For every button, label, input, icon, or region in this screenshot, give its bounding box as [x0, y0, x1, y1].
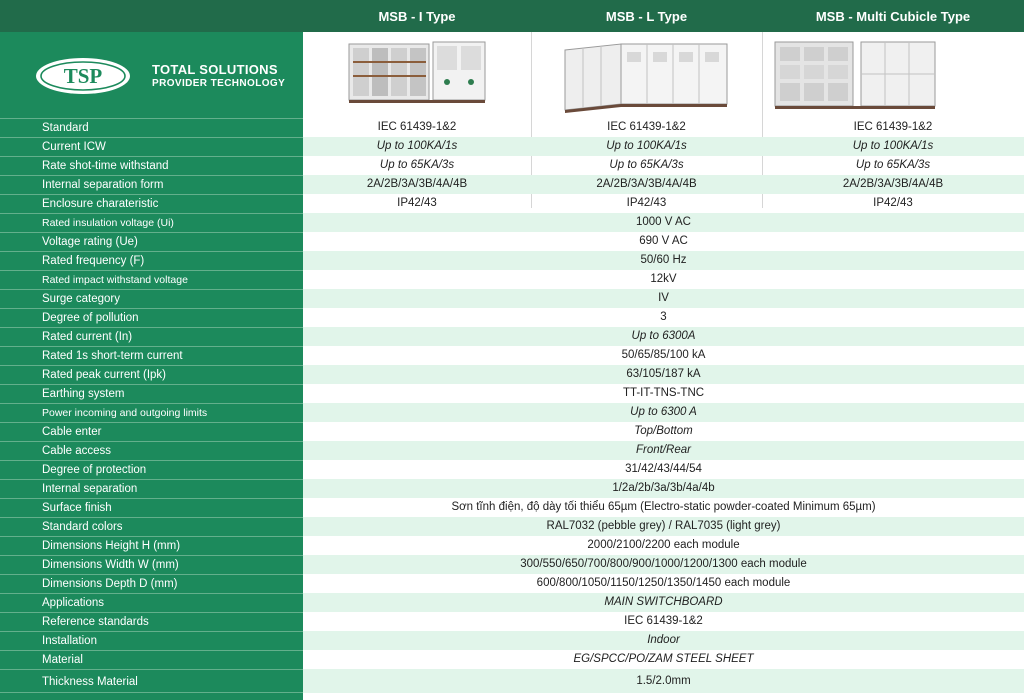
spec-value: 690 V AC	[639, 235, 688, 247]
spec-label: Rate shot-time withstand	[0, 156, 303, 175]
msb-i-type-image	[343, 32, 493, 118]
spec-label: Degree of protection	[0, 460, 303, 479]
table-row	[303, 384, 1024, 403]
spec-value: 2A/2B/3A/3B/4A/4B	[842, 178, 944, 190]
spec-value: 2A/2B/3A/3B/4A/4B	[366, 178, 468, 190]
spec-label: Rated insulation voltage (Ui)	[0, 213, 303, 232]
spec-value: Front/Rear	[636, 444, 691, 456]
spec-value: RAL7032 (pebble grey) / RAL7035 (light grey)	[546, 520, 781, 532]
spec-value: Sơn tĩnh điện, độ dày tối thiểu 65µm (Electro-static powder-coated Minimum 65µm)	[451, 501, 876, 513]
spec-label: Current ICW	[0, 137, 303, 156]
table-row	[303, 251, 1024, 270]
product-images	[303, 32, 1024, 118]
table-row	[303, 555, 1024, 574]
spec-label: Thickness Material	[0, 669, 303, 693]
spec-label: Enclosure charateristic	[0, 194, 303, 213]
table-row	[303, 612, 1024, 631]
spec-label: Rated current (In)	[0, 327, 303, 346]
spec-label: Material	[0, 650, 303, 669]
spec-value: Up to 100KA/1s	[376, 140, 458, 152]
spec-value: Up to 100KA/1s	[606, 140, 687, 152]
table-row	[303, 441, 1024, 460]
table-row	[303, 175, 1024, 194]
spec-value: Up to 65KA/3s	[609, 159, 684, 171]
spec-label: Internal separation form	[0, 175, 303, 194]
spec-label: Dimensions Depth D (mm)	[0, 574, 303, 593]
spec-value: IEC 61439-1&2	[377, 121, 457, 133]
spec-label: Earthing system	[0, 384, 303, 403]
spec-value: Up to 6300A	[631, 330, 696, 342]
spec-value: EG/SPCC/PO/ZAM STEEL SHEET	[573, 653, 754, 665]
spec-label: Dimensions Height H (mm)	[0, 536, 303, 555]
spec-value: MAIN SWITCHBOARD	[604, 596, 723, 608]
table-row	[303, 118, 1024, 137]
table-row	[303, 137, 1024, 156]
spec-label: Installation	[0, 631, 303, 650]
table-row	[303, 308, 1024, 327]
table-row	[303, 365, 1024, 384]
spec-value: 2A/2B/3A/3B/4A/4B	[596, 178, 697, 190]
table-row	[303, 403, 1024, 422]
spec-value: 63/105/187 kA	[626, 368, 701, 380]
table-row	[303, 536, 1024, 555]
spec-label: Cable enter	[0, 422, 303, 441]
table-row	[303, 479, 1024, 498]
spec-value: IV	[658, 292, 669, 304]
spec-label: Rated peak current (Ipk)	[0, 365, 303, 384]
spec-label: Internal separation	[0, 479, 303, 498]
spec-value: 600/800/1050/1150/1250/1350/1450 each module	[536, 577, 791, 589]
spec-label: Cable access	[0, 441, 303, 460]
table-row	[303, 460, 1024, 479]
table-row	[303, 631, 1024, 650]
brand-title: TOTAL SOLUTIONS	[152, 62, 278, 77]
spec-value: IP42/43	[873, 197, 913, 209]
spec-label: Surge category	[0, 289, 303, 308]
spec-value: Indoor	[647, 634, 680, 646]
spec-value: Up to 100KA/1s	[852, 140, 934, 152]
spec-value: 2000/2100/2200 each module	[587, 539, 740, 551]
spec-value: IP42/43	[626, 197, 667, 209]
spec-value: 50/65/85/100 kA	[621, 349, 706, 361]
svg-text:TSP: TSP	[63, 64, 103, 88]
table-row	[303, 593, 1024, 612]
spec-label: Standard colors	[0, 517, 303, 536]
table-row	[303, 422, 1024, 441]
spec-value: 31/42/43/44/54	[625, 463, 702, 475]
spec-label: Power incoming and outgoing limits	[0, 403, 303, 422]
spec-value: IEC 61439-1&2	[624, 615, 703, 627]
table-row	[303, 669, 1024, 693]
table-header	[0, 0, 1024, 32]
spec-value: Up to 65KA/3s	[379, 159, 455, 171]
spec-value: 3	[660, 311, 667, 323]
column-header-i-type: MSB - I Type	[378, 9, 456, 24]
table-row	[303, 156, 1024, 175]
table-row	[303, 270, 1024, 289]
label-sidebar	[0, 32, 303, 700]
spec-value: 1/2a/2b/3a/3b/4a/4b	[612, 482, 715, 494]
tsp-logo	[34, 56, 132, 96]
table-row	[303, 194, 1024, 213]
column-header-multi-cubicle: MSB - Multi Cubicle Type	[815, 9, 971, 24]
spec-value: IP42/43	[397, 197, 437, 209]
spec-value: IEC 61439-1&2	[607, 121, 686, 133]
spec-value: Up to 6300 A	[630, 406, 697, 418]
spec-label: Dimensions Width W (mm)	[0, 555, 303, 574]
spec-table	[303, 118, 1024, 693]
spec-value: 12kV	[650, 273, 677, 285]
brand-subtitle: PROVIDER TECHNOLOGY	[152, 78, 286, 89]
table-row	[303, 650, 1024, 669]
table-row	[303, 213, 1024, 232]
column-header-l-type: MSB - L Type	[605, 9, 688, 24]
table-row	[303, 346, 1024, 365]
spec-label: Degree of pollution	[0, 308, 303, 327]
table-row	[303, 498, 1024, 517]
spec-value: IEC 61439-1&2	[853, 121, 933, 133]
table-row	[303, 289, 1024, 308]
spec-label: Voltage rating (Ue)	[0, 232, 303, 251]
spec-label: Rated impact withstand voltage	[0, 270, 303, 289]
spec-label: Standard	[0, 118, 303, 137]
brand-block	[0, 32, 303, 118]
spec-label: Surface finish	[0, 498, 303, 517]
spec-label: Rated 1s short-term current	[0, 346, 303, 365]
table-row	[303, 327, 1024, 346]
spec-value: 1000 V AC	[636, 216, 691, 228]
spec-value: Up to 65KA/3s	[855, 159, 931, 171]
spec-value: TT-IT-TNS-TNC	[622, 387, 705, 399]
spec-value: 1.5/2.0mm	[636, 675, 691, 687]
spec-value: 300/550/650/700/800/900/1000/1200/1300 each module	[520, 558, 807, 570]
table-row	[303, 517, 1024, 536]
spec-value: 50/60 Hz	[640, 254, 687, 266]
spec-labels	[0, 118, 303, 693]
msb-l-type-image	[561, 32, 731, 118]
msb-multi-cubicle-image	[771, 32, 941, 118]
spec-label: Reference standards	[0, 612, 303, 631]
spec-label: Rated frequency (F)	[0, 251, 303, 270]
table-row	[303, 232, 1024, 251]
spec-label: Applications	[0, 593, 303, 612]
spec-value: Top/Bottom	[634, 425, 693, 437]
table-row	[303, 574, 1024, 593]
